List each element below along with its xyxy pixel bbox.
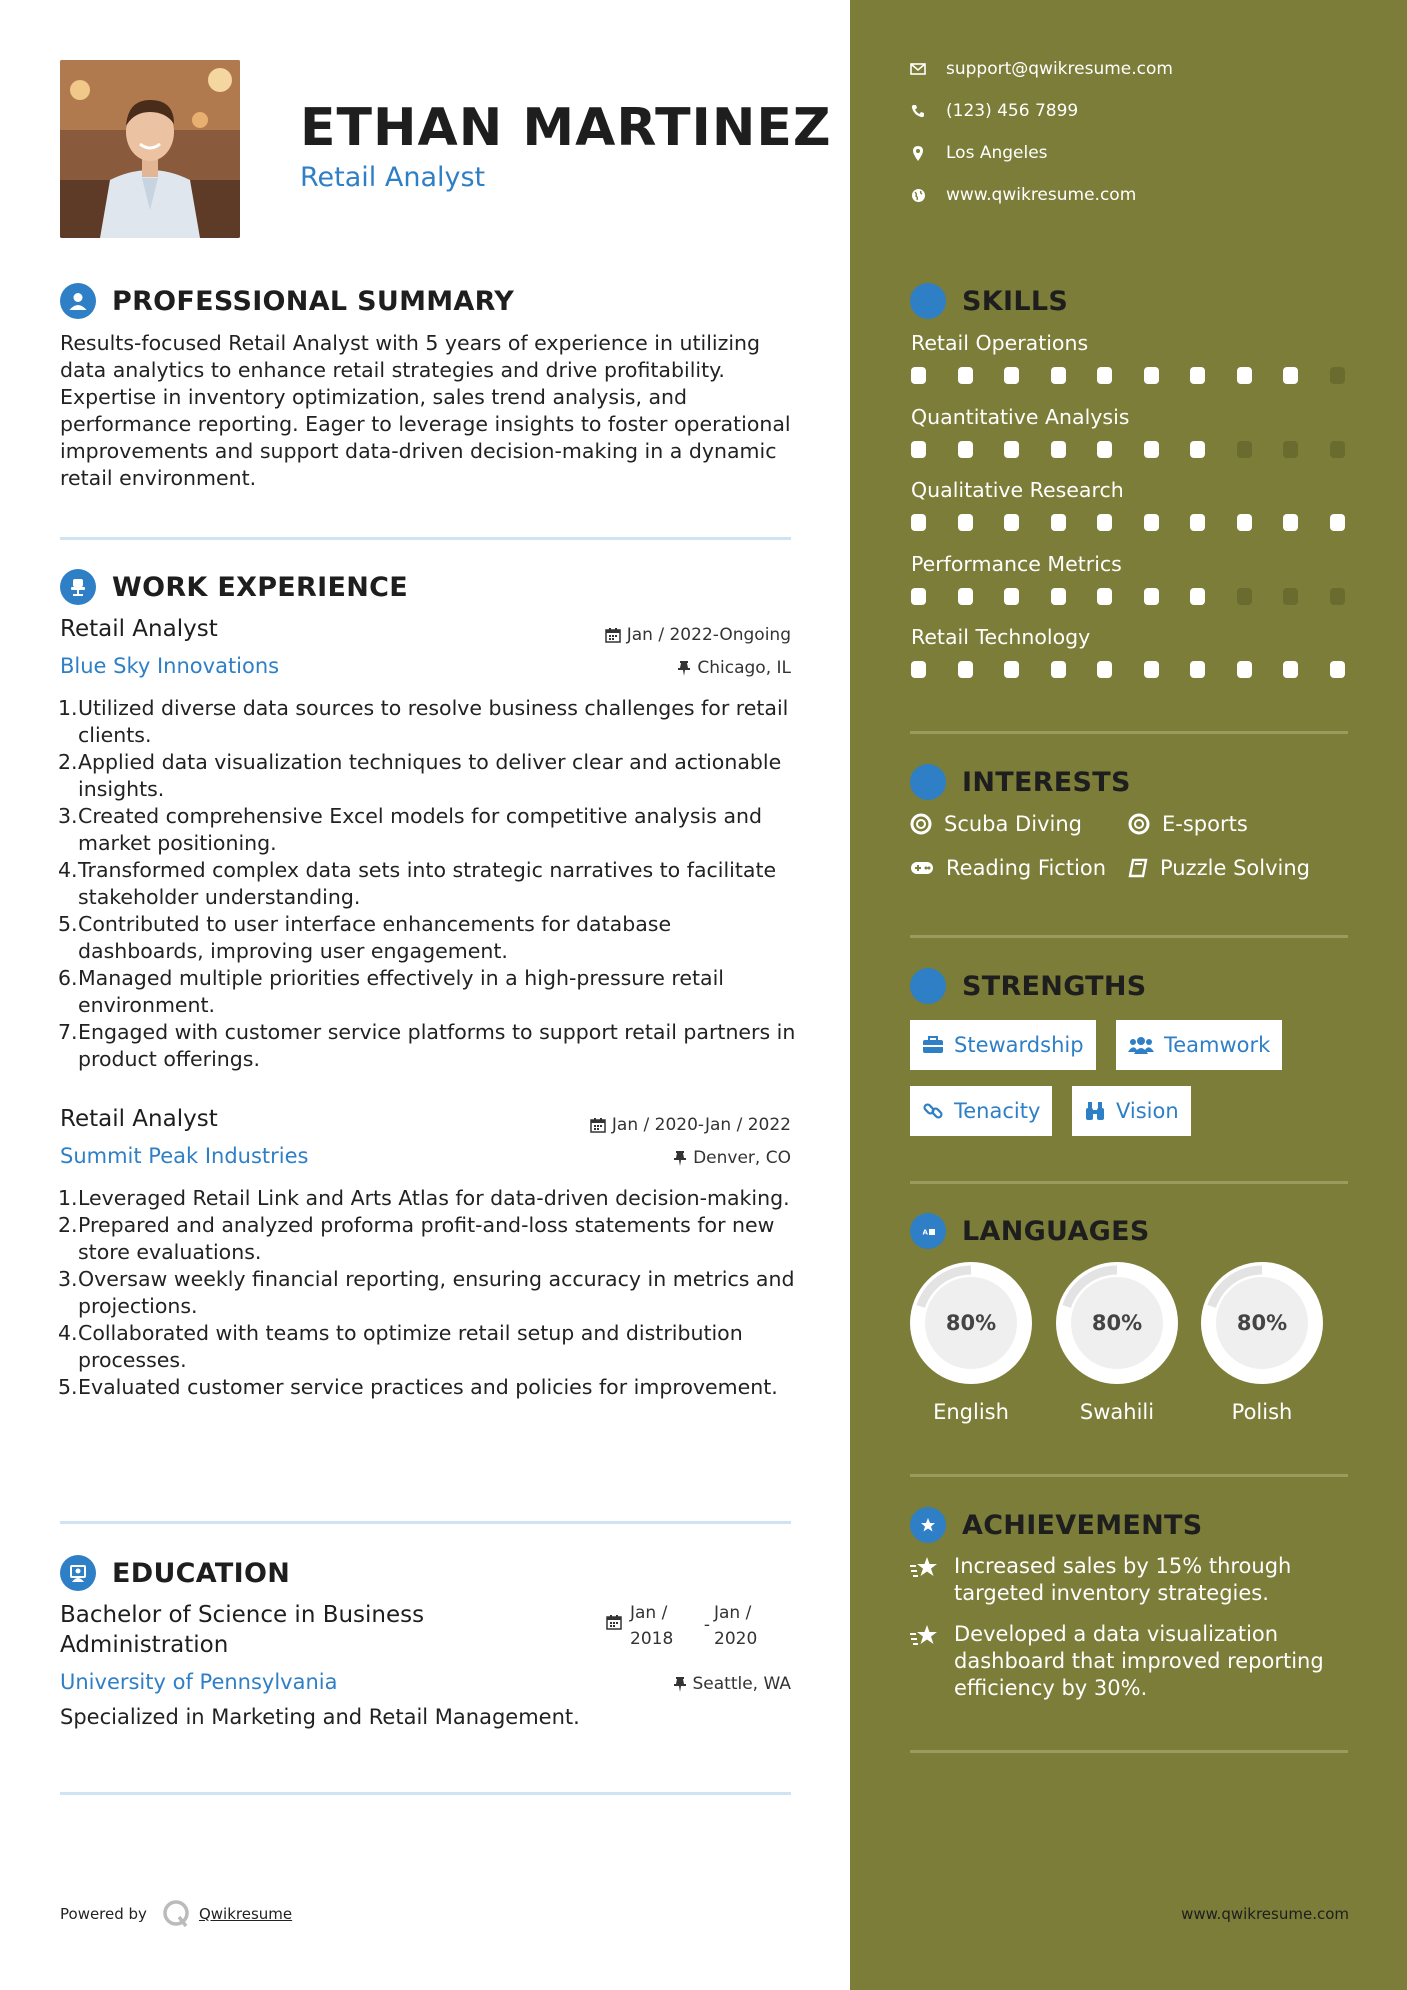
- candidate-role: Retail Analyst: [300, 162, 486, 193]
- skill-name: Quantitative Analysis: [911, 404, 1130, 429]
- skill-name: Performance Metrics: [911, 551, 1122, 576]
- achievements-header: [910, 1507, 1203, 1543]
- pin-icon: [673, 1676, 687, 1692]
- skill-dot-filled: [958, 367, 973, 384]
- achievement-text: Increased sales by 15% through targeted inventory strategies.: [954, 1554, 1292, 1605]
- job-company: Summit Peak Industries: [60, 1144, 309, 1168]
- skill-dot-filled: [911, 588, 926, 605]
- skill-dot-filled: [1004, 367, 1019, 384]
- language-percent: 80%: [1236, 1311, 1288, 1335]
- life-ring-icon: [1128, 813, 1150, 835]
- skill-dot-filled: [1004, 588, 1019, 605]
- language-percent: 80%: [1091, 1311, 1143, 1335]
- skill-dot-filled: [1097, 514, 1112, 531]
- strength-badge: [1072, 1086, 1191, 1136]
- skill-dot-filled: [1051, 588, 1066, 605]
- list-item: Engaged with customer service platforms to support retail partners in product offerings.: [78, 1020, 796, 1071]
- skill-dot-filled: [1051, 514, 1066, 531]
- languages-header: [910, 1213, 1150, 1249]
- location-marker-icon: [913, 146, 923, 161]
- interest-item: [1128, 812, 1248, 836]
- list-item: Collaborated with teams to optimize retail setup and distribution processes.: [78, 1321, 743, 1372]
- skill-dot-filled: [1283, 367, 1298, 384]
- skill-dot-filled: [1237, 514, 1252, 531]
- contact-website[interactable]: [910, 185, 1136, 205]
- summary-header: [60, 283, 514, 319]
- contact-location: [910, 143, 1048, 163]
- candidate-name: ETHAN MARTINEZ: [300, 98, 832, 158]
- education-location: [673, 1674, 792, 1694]
- education-header: [60, 1555, 290, 1591]
- skill-dot-filled: [1283, 514, 1298, 531]
- book-icon: [1128, 858, 1148, 878]
- list-item: Created comprehensive Excel models for competitive analysis and market positioning.: [78, 804, 763, 855]
- fist-icon: [910, 968, 946, 1004]
- list-item: Transformed complex data sets into strategic narratives to facilitate stakeholder understanding.: [78, 858, 777, 909]
- skill-dot-filled: [958, 441, 973, 458]
- language-percent: 80%: [945, 1311, 997, 1335]
- skill-dot-empty: [1237, 588, 1252, 605]
- skill-rating: [911, 588, 1376, 605]
- skill-dot-empty: [1237, 441, 1252, 458]
- summary-title: PROFESSIONAL SUMMARY: [112, 285, 515, 317]
- section-divider: [60, 1521, 791, 1524]
- skill-dot-filled: [1190, 514, 1205, 531]
- skill-dot-filled: [1051, 441, 1066, 458]
- skill-rating: [911, 367, 1376, 384]
- job-title: Retail Analyst: [60, 1106, 218, 1132]
- job-title: Retail Analyst: [60, 616, 218, 642]
- skill-dot-filled: [1190, 367, 1205, 384]
- skill-dot-filled: [1004, 441, 1019, 458]
- job-responsibilities: [60, 1185, 800, 1401]
- skill-dot-filled: [1051, 367, 1066, 384]
- summary-text: Results-focused Retail Analyst with 5 years of experience in utilizing data analytics to enhance retail strategies and drive profitability. Expertise in inventory optimization, sales trend analysis, and performance reporting. Eager to leverage insights to foster operational improvements and support data-driven decision-making in a dynamic retail environment.: [60, 331, 791, 490]
- list-item: Utilized diverse data sources to resolve business challenges for retail clients.: [78, 696, 789, 747]
- list-item: Managed multiple priorities effectively in a high-pressure retail environment.: [78, 966, 724, 1017]
- star-badge-icon: [910, 1507, 946, 1543]
- interest-item: [910, 812, 1082, 836]
- language-name: English: [933, 1400, 1009, 1424]
- date-separator: -: [703, 1615, 711, 1635]
- interests-title: INTERESTS: [962, 766, 1131, 798]
- binoculars-icon: [1084, 1100, 1106, 1122]
- skill-rating: [911, 661, 1376, 678]
- strength-label: Teamwork: [1164, 1033, 1271, 1057]
- skill-dot-filled: [1144, 441, 1159, 458]
- skill-dot-filled: [1004, 661, 1019, 678]
- lightbulb-icon: [910, 283, 946, 319]
- job-responsibilities: [60, 695, 800, 1073]
- skill-dot-filled: [1004, 514, 1019, 531]
- job-company: Blue Sky Innovations: [60, 654, 280, 678]
- job-location-text: Chicago, IL: [697, 658, 791, 678]
- profile-photo: [60, 60, 240, 238]
- skill-dot-filled: [1190, 588, 1205, 605]
- education-description: Specialized in Marketing and Retail Management.: [60, 1705, 580, 1729]
- interest-item: [910, 856, 1106, 880]
- qwikresume-logo-icon: [161, 1899, 191, 1929]
- skill-dot-filled: [1190, 441, 1205, 458]
- interest-label: E-sports: [1162, 812, 1248, 836]
- language-ring: [910, 1262, 1032, 1384]
- phone-icon: [911, 104, 925, 118]
- skill-name: Retail Operations: [911, 331, 1089, 355]
- list-item: Leveraged Retail Link and Arts Atlas for data-driven decision-making.: [78, 1186, 790, 1210]
- strength-label: Tenacity: [954, 1099, 1041, 1123]
- powered-by-label: Powered by: [60, 1905, 147, 1923]
- skill-dot-filled: [958, 588, 973, 605]
- skill-name: Retail Technology: [911, 625, 1091, 649]
- strength-badge: [910, 1020, 1096, 1070]
- contact-phone[interactable]: [910, 101, 1078, 121]
- skill-dot-filled: [911, 367, 926, 384]
- star-shooting-icon: [910, 1556, 940, 1580]
- skill-dot-filled: [958, 661, 973, 678]
- achievement-item: [910, 1553, 1350, 1607]
- link-icon: [922, 1100, 944, 1122]
- skill-dot-filled: [1097, 367, 1112, 384]
- powered-by: [60, 1899, 292, 1929]
- skill-dot-empty: [1283, 588, 1298, 605]
- interest-item: [1128, 856, 1310, 880]
- skill-dot-empty: [1330, 441, 1345, 458]
- language-name: Polish: [1231, 1400, 1293, 1424]
- skill-dot-filled: [1097, 441, 1112, 458]
- skill-dot-filled: [1283, 661, 1298, 678]
- envelope-icon: [910, 63, 926, 75]
- contact-location-text: Los Angeles: [946, 143, 1048, 163]
- list-item: Applied data visualization techniques to deliver clear and actionable insights.: [78, 750, 782, 801]
- language-item: [1056, 1262, 1178, 1424]
- language-item: [1201, 1262, 1323, 1424]
- contact-email[interactable]: [910, 59, 1173, 79]
- users-icon: [1128, 1036, 1154, 1054]
- globe-icon: [911, 188, 926, 203]
- skill-dot-empty: [1283, 441, 1298, 458]
- sidebar-divider: [910, 731, 1348, 734]
- skill-rating: [911, 441, 1376, 458]
- skills-title: SKILLS: [962, 285, 1069, 317]
- pin-icon: [677, 660, 691, 676]
- skill-dot-filled: [1190, 661, 1205, 678]
- job-dates-text: Jan / 2020-Jan / 2022: [611, 1115, 791, 1135]
- skill-dot-filled: [911, 441, 926, 458]
- contact-phone-text: (123) 456 7899: [946, 101, 1079, 121]
- job-dates: [605, 625, 791, 645]
- briefcase-icon: [922, 1036, 944, 1054]
- education-end: Jan / 2020: [714, 1603, 758, 1649]
- office-chair-icon: [60, 569, 96, 605]
- interest-label: Puzzle Solving: [1160, 856, 1310, 880]
- strengths-header: [910, 968, 1147, 1004]
- list-item: Contributed to user interface enhancements for database dashboards, improving user engagement.: [78, 912, 672, 963]
- interests-header: [910, 764, 1131, 800]
- star-shooting-icon: [910, 1624, 940, 1648]
- strength-badge: [910, 1086, 1052, 1136]
- experience-title: WORK EXPERIENCE: [112, 571, 408, 603]
- education-dates: [606, 1600, 784, 1652]
- skill-dot-filled: [1144, 588, 1159, 605]
- school-name: University of Pennsylvania: [60, 1670, 338, 1694]
- degree-title: Bachelor of Science in Business Administration: [60, 1602, 425, 1658]
- strength-label: Vision: [1116, 1099, 1179, 1123]
- skill-dot-filled: [1051, 661, 1066, 678]
- job-location-text: Denver, CO: [693, 1148, 791, 1168]
- skill-dot-filled: [1144, 367, 1159, 384]
- skill-dot-filled: [958, 514, 973, 531]
- strength-badge: [1116, 1020, 1282, 1070]
- sidebar-divider: [910, 1750, 1348, 1753]
- footer-website[interactable]: www.qwikresume.com: [1181, 1905, 1349, 1923]
- contact-website-text: www.qwikresume.com: [946, 185, 1137, 205]
- paper-plane-icon: [910, 764, 946, 800]
- skills-header: [910, 283, 1068, 319]
- skill-dot-filled: [1097, 661, 1112, 678]
- skill-dot-filled: [1097, 588, 1112, 605]
- job-dates: [590, 1115, 791, 1135]
- skill-dot-empty: [1330, 588, 1345, 605]
- strengths-title: STRENGTHS: [962, 970, 1147, 1002]
- languages-title: LANGUAGES: [962, 1215, 1150, 1247]
- section-divider: [60, 1792, 791, 1795]
- job-location: [673, 1148, 791, 1168]
- strength-label: Stewardship: [954, 1033, 1084, 1057]
- list-item: Oversaw weekly financial reporting, ensuring accuracy in metrics and projections.: [78, 1267, 795, 1318]
- language-item: [910, 1262, 1032, 1424]
- graduate-icon: [60, 1555, 96, 1591]
- gamepad-icon: [910, 860, 934, 876]
- translate-icon: [910, 1213, 946, 1249]
- life-ring-icon: [910, 813, 932, 835]
- interest-label: Scuba Diving: [944, 812, 1082, 836]
- list-item: Prepared and analyzed proforma profit-and-loss statements for new store evaluations.: [78, 1213, 775, 1264]
- education-location-text: Seattle, WA: [692, 1674, 791, 1694]
- achievements-title: ACHIEVEMENTS: [962, 1509, 1203, 1541]
- skill-dot-filled: [1330, 661, 1345, 678]
- education-start: Jan / 2018: [630, 1603, 674, 1649]
- calendar-icon: [605, 627, 621, 643]
- contact-email-text: support@qwikresume.com: [946, 59, 1173, 79]
- skill-dot-filled: [1237, 661, 1252, 678]
- job-dates-text: Jan / 2022-Ongoing: [626, 625, 791, 645]
- user-icon: [60, 283, 96, 319]
- interest-label: Reading Fiction: [946, 856, 1107, 880]
- svg-text:A: A: [922, 1228, 928, 1237]
- skill-rating: [911, 514, 1376, 531]
- skill-dot-filled: [911, 514, 926, 531]
- calendar-icon: [606, 1614, 622, 1630]
- sidebar-divider: [910, 935, 1348, 938]
- skill-dot-filled: [1330, 514, 1345, 531]
- language-ring: [1201, 1262, 1323, 1384]
- sidebar-divider: [910, 1181, 1348, 1184]
- section-divider: [60, 537, 791, 540]
- skill-dot-filled: [911, 661, 926, 678]
- skill-dot-filled: [1144, 661, 1159, 678]
- sidebar-divider: [910, 1474, 1348, 1477]
- skill-dot-filled: [1144, 514, 1159, 531]
- language-name: Swahili: [1079, 1400, 1155, 1424]
- calendar-icon: [590, 1117, 606, 1133]
- language-ring: [1056, 1262, 1178, 1384]
- achievement-text: Developed a data visualization dashboard that improved reporting efficiency by 30%.: [954, 1622, 1324, 1700]
- skill-dot-empty: [1330, 367, 1345, 384]
- achievement-item: [910, 1621, 1350, 1702]
- experience-header: [60, 569, 408, 605]
- job-location: [677, 658, 791, 678]
- pin-icon: [673, 1150, 687, 1166]
- education-title: EDUCATION: [112, 1557, 291, 1589]
- list-item: Evaluated customer service practices and policies for improvement.: [78, 1375, 778, 1399]
- skill-name: Qualitative Research: [911, 478, 1124, 502]
- skill-dot-filled: [1237, 367, 1252, 384]
- brand-link[interactable]: Qwikresume: [198, 1905, 293, 1923]
